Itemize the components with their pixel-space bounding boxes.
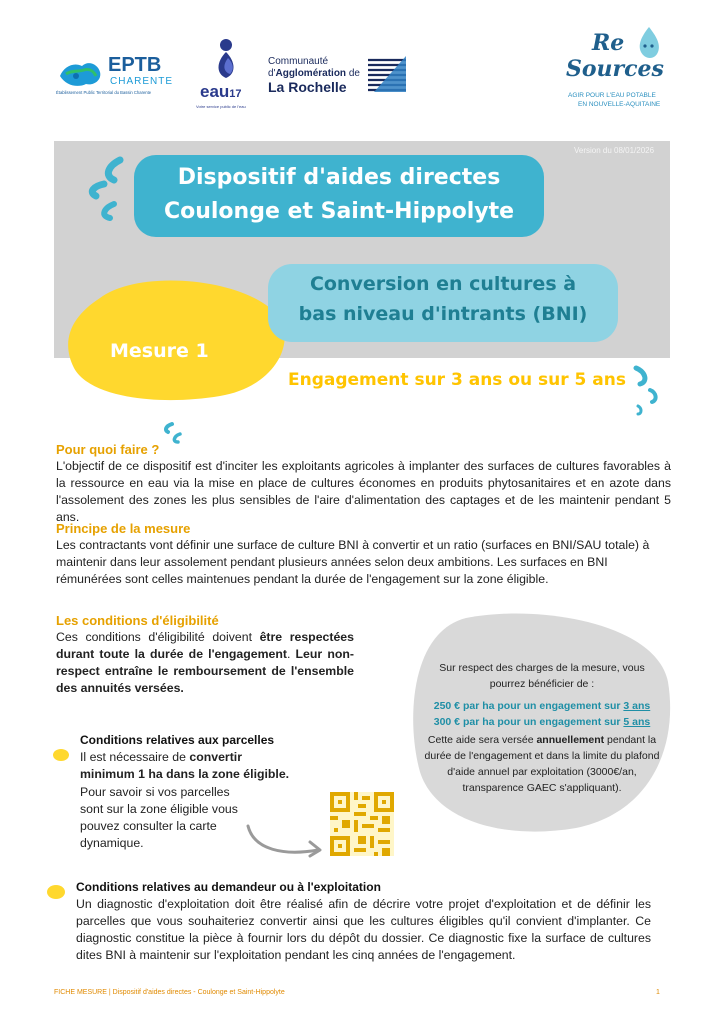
arrow-icon bbox=[244, 820, 328, 860]
resources-line2: EN NOUVELLE-AQUITAINE bbox=[578, 101, 661, 108]
bubble-line-3ans bbox=[424, 698, 660, 714]
bubble-content bbox=[424, 660, 660, 796]
eptb-tagline: Établissement Public Territorial du Bassin Charente bbox=[56, 90, 152, 95]
eptb-name: EPTB bbox=[108, 54, 162, 76]
eptb-logo bbox=[56, 52, 186, 102]
bubble-text-a: Cette aide sera versée bbox=[427, 734, 537, 746]
eau17-num: 17 bbox=[229, 88, 242, 100]
resources-drop-icon bbox=[636, 26, 662, 60]
parcelles-text bbox=[80, 749, 296, 783]
subtitle-line2: bas niveau d'intrants (BNI) bbox=[298, 303, 588, 325]
pourquoi-title: Pour quoi faire ? bbox=[56, 442, 160, 457]
bubble-text bbox=[424, 732, 660, 796]
yellow-dot-icon-1 bbox=[52, 748, 70, 762]
cda-waves-icon bbox=[368, 56, 406, 92]
subtitle-line1: Conversion en cultures à bbox=[309, 273, 577, 295]
eau17-logo bbox=[196, 38, 260, 110]
cda-logo bbox=[268, 56, 413, 96]
cda-line1: Communauté bbox=[268, 56, 329, 67]
splash-icon-left bbox=[68, 156, 128, 226]
splash-icon-right bbox=[626, 362, 662, 418]
resources-re: Re bbox=[592, 30, 625, 56]
conditions-p2: . bbox=[286, 647, 296, 661]
conditions-text bbox=[56, 629, 354, 697]
title-line1: Dispositif d'aides directes bbox=[177, 165, 501, 190]
subtitle-pill bbox=[268, 264, 618, 342]
bubble-line5-b: 5 ans bbox=[623, 716, 651, 728]
bubble-line5-a: 300 € par ha pour un engagement sur bbox=[433, 716, 624, 728]
title-line2: Coulonge et Saint-Hippolyte bbox=[163, 199, 515, 224]
bubble-text-c: pendant la durée de l'engagement et dans la limite du plafond d'aide annuel par exploitation (3000€/an, transparence GAEC s'appliquant). bbox=[424, 734, 660, 794]
cda-line3: La Rochelle bbox=[268, 79, 347, 95]
eptb-sub: CHARENTE bbox=[110, 76, 174, 87]
eau17-name bbox=[200, 82, 242, 102]
qr-code-icon[interactable] bbox=[330, 792, 394, 856]
cda-line2 bbox=[268, 68, 360, 79]
footer-page: 1 bbox=[656, 989, 660, 996]
cda-line2b: Agglomération bbox=[275, 68, 347, 79]
eau17-drop-icon bbox=[210, 38, 242, 80]
eau17-word: eau bbox=[200, 82, 230, 101]
bubble-line-5ans bbox=[424, 714, 660, 730]
parcelles-text-c: Pour savoir si vos parcelles sont sur la zone éligible vous pouvez consulter la carte dynamique. bbox=[80, 785, 238, 850]
principe-text: Les contractants vont définir une surface de culture BNI à convertir et un ratio (surfaces en BNI/SAU totale) à maintenir dans leur assolement pendant plusieurs années selon deux ambitions. Les surfaces en BNI rémunérées sont celles maintenues pendant la durée de l'engagement sur la zone éligible. bbox=[56, 538, 650, 586]
principe-title: Principe de la mesure bbox=[56, 521, 191, 536]
demandeur-text: Un diagnostic d'exploitation doit être réalisé afin de décrire votre projet d'exploitation et de définir les parcelles que vous souhaiteriez convertir ainsi que les cultures éligibles qu'il convient d'implanter. Ce diagnostic constitue la pièce à fournir lors du dépôt du dossier. Ce diagnostic fixe la surface de cultures dites BNI à maintenir sur l'exploitation pendant les cinq années de l'engagement. bbox=[76, 897, 651, 962]
parcelles-text-a: Il est nécessaire de bbox=[80, 750, 190, 764]
eptb-map-icon bbox=[56, 58, 104, 90]
main-title bbox=[134, 155, 544, 237]
parcelles-text-b: convertir minimum 1 ha dans la zone éligible. bbox=[80, 750, 290, 781]
conditions-p1: Ces conditions d'éligibilité doivent bbox=[56, 630, 260, 644]
conditions-title: Les conditions d'éligibilité bbox=[56, 613, 219, 628]
bubble-intro: Sur respect des charges de la mesure, vous pourrez bénéficier de : bbox=[439, 662, 645, 690]
parcelles-title: Conditions relatives aux parcelles bbox=[80, 733, 275, 747]
yellow-dot-icon-2 bbox=[46, 884, 66, 900]
resources-line1: AGIR POUR L'EAU POTABLE bbox=[568, 92, 656, 99]
conditions-b2: Leur non-respect entraîne le remboursement de l'ensemble des annuités versées. bbox=[56, 647, 354, 695]
eau17-tagline: Votre service public de l'eau bbox=[196, 104, 246, 109]
bubble-text-b: annuellement bbox=[536, 734, 605, 746]
conditions-b1: être respectées durant toute la durée de l'engagement bbox=[56, 630, 354, 661]
resources-sources: Sources bbox=[566, 56, 664, 82]
bubble-line3-b: 3 ans bbox=[623, 700, 651, 712]
footer-left: FICHE MESURE | Dispositif d'aides directes - Coulonge et Saint-Hippolyte bbox=[54, 989, 285, 996]
resources-logo bbox=[558, 24, 678, 124]
engagement-label: Engagement sur 3 ans ou sur 5 ans bbox=[288, 370, 626, 390]
version-label: Version du 08/01/2026 bbox=[574, 146, 655, 155]
pourquoi-text: L'objectif de ce dispositif est d'inciter les exploitants agricoles à implanter des surfaces de cultures favorables à la ressource en eau via la mise en place de cultures économes en produits phytosanitaires et en azote dans l'assolement des zones les plus sensibles de l'aire d'alimentation des captages et de les maintenir pendant 5 ans. bbox=[56, 459, 671, 524]
mesure-label: Mesure 1 bbox=[110, 340, 209, 362]
demandeur-title: Conditions relatives au demandeur ou à l'exploitation bbox=[76, 880, 381, 894]
cda-line2a: d' bbox=[268, 68, 276, 79]
cda-line2c: de bbox=[346, 68, 360, 79]
bubble-line3-a: 250 € par ha pour un engagement sur bbox=[433, 700, 624, 712]
